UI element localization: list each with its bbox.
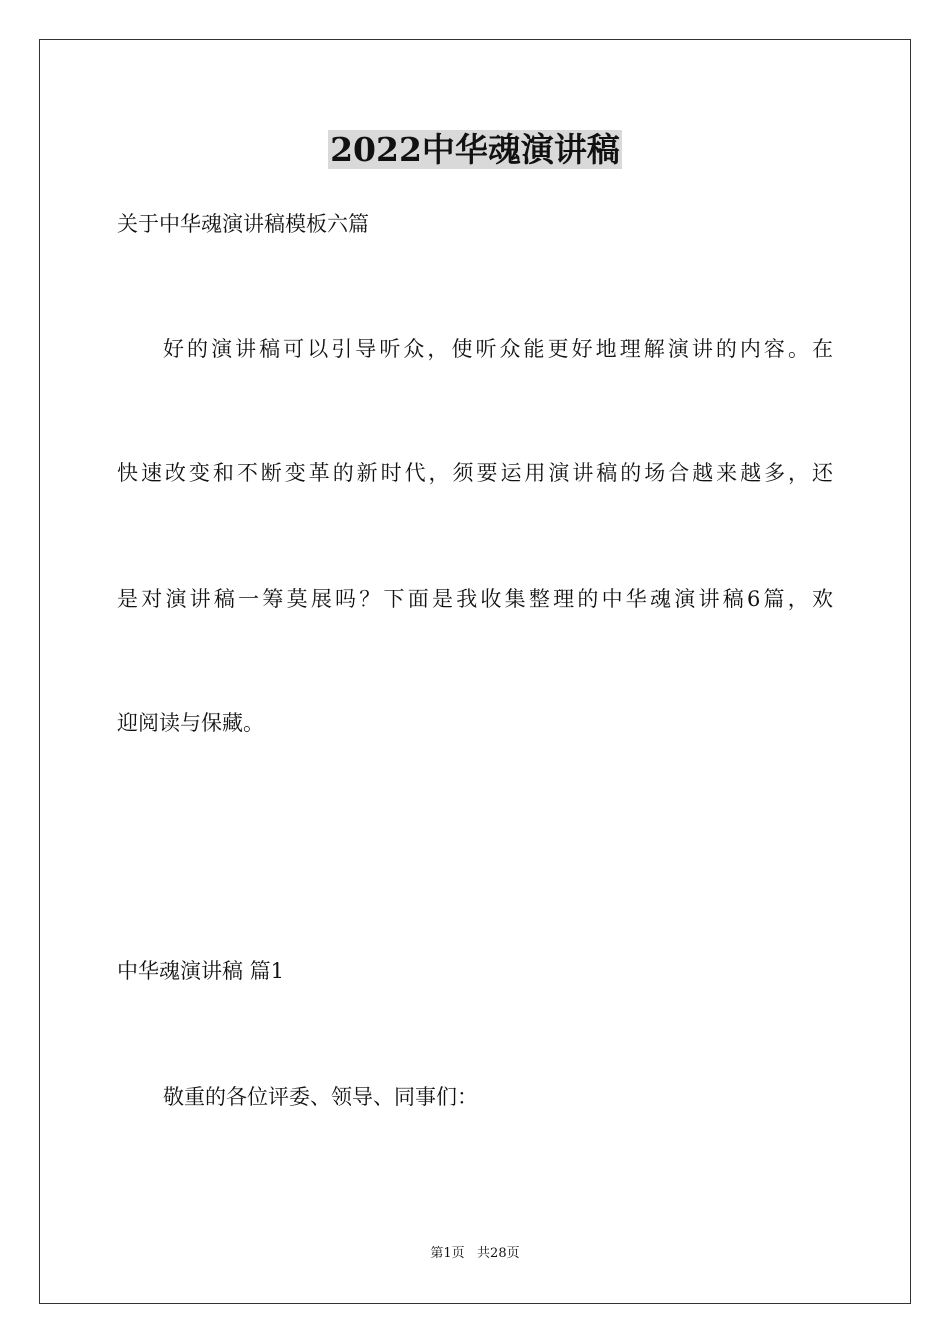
- intro-line-3: 是对演讲稿一筹莫展吗？下面是我收集整理的中华魂演讲稿6篇，欢: [117, 587, 833, 611]
- document-title-text: 2022中华魂演讲稿: [330, 130, 620, 169]
- document-title: [0, 128, 950, 172]
- intro-line-2: 快速改变和不断变革的新时代，须要运用演讲稿的场合越来越多，还: [117, 461, 833, 485]
- intro-line-4: 迎阅读与保藏。: [117, 711, 264, 735]
- section-heading: 中华魂演讲稿 篇1: [117, 959, 285, 983]
- page-footer: 第1页 共28页: [430, 1246, 520, 1261]
- intro-line-1: 好的演讲稿可以引导听众，使听众能更好地理解演讲的内容。在: [163, 337, 833, 361]
- salutation: 敬重的各位评委、领导、同事们：: [163, 1085, 478, 1109]
- document-subtitle: 关于中华魂演讲稿模板六篇: [117, 212, 369, 236]
